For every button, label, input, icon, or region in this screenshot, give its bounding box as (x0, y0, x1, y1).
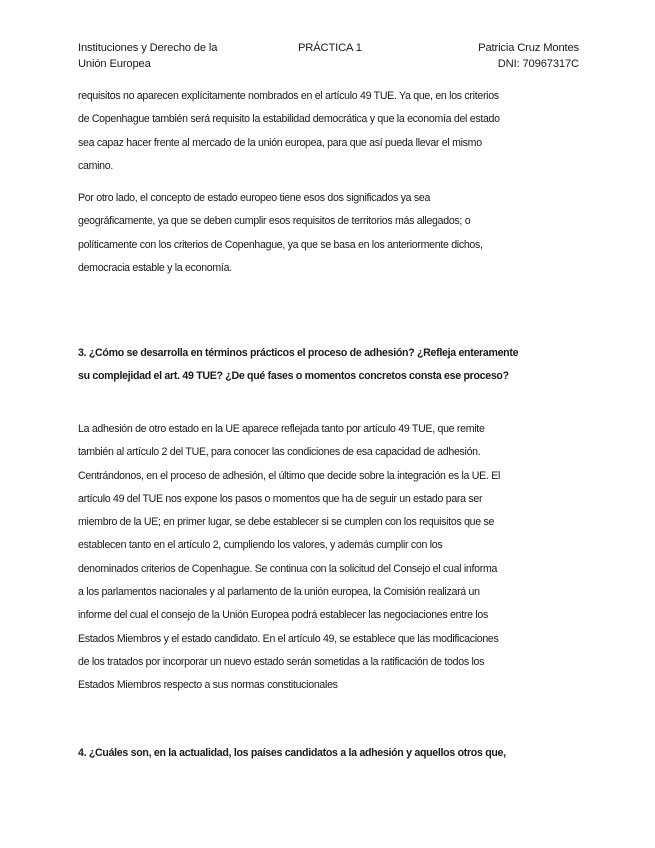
text-line: sea capaz hacer frente al mercado de la unión europea, para que así pueda llevar el mismo (78, 136, 482, 149)
question-4-heading (78, 742, 578, 765)
text-line: democracia estable y la economía. (78, 261, 232, 274)
text-line: 3. ¿Cómo se desarrolla en términos prácticos el proceso de adhesión? ¿Refleja enteramente (78, 347, 519, 359)
paragraph-accession-process (78, 418, 578, 698)
header-author-dni: DNI: 70967317C (497, 58, 579, 70)
text-line: requisitos no aparecen explícitamente nombrados en el artículo 49 TUE. Ya que, en los criterios (78, 90, 499, 102)
text-line: geográficamente, ya que se deben cumplir esos requisitos de territorios más allegados; o (78, 215, 471, 228)
text-line: políticamente con los criterios de Copenhague, ya que se basa en los anteriormente dichos, (78, 238, 483, 251)
text-line: establecen tanto en el artículo 2, cumpliendo los valores, y además cumplir con los (78, 539, 443, 552)
text-line: denominados criterios de Copenhague. Se continua con la solicitud del Consejo el cual informa (78, 562, 498, 575)
text-line: a los parlamentos nacionales y al parlamento de la unión europea, la Comisión realizará un (78, 586, 480, 599)
header-practice-label: PRÁCTICA 1 (298, 42, 362, 54)
text-line: La adhesión de otro estado en la UE aparece reflejada tanto por artículo 49 TUE, que remite (78, 423, 485, 435)
header-course-title (78, 40, 278, 72)
question-3-heading (78, 342, 578, 389)
paragraph-european-state (78, 187, 578, 280)
text-line: Centrándonos, en el proceso de adhesión, el último que decide sobre la integración es la UE. El (78, 469, 501, 482)
text-line: de Copenhague también será requisito la estabilidad democrática y que la economía del estado (78, 113, 500, 126)
header-course-line-2: Unión Europea (78, 58, 151, 70)
text-line: camino. (78, 159, 113, 172)
text-line: Estados Miembros y el estado candidato. En el artículo 49, se establece que las modificaciones (78, 632, 499, 645)
text-line: artículo 49 del TUE nos expone los pasos o momentos que ha de seguir un estado para ser (78, 492, 483, 505)
header-course-line-1: Instituciones y Derecho de la (78, 42, 218, 54)
text-line: Estados Miembros respecto a sus normas constitucionales (78, 679, 338, 692)
header-author-name: Patricia Cruz Montes (478, 42, 579, 54)
paragraph-criteria (78, 85, 578, 178)
text-line: Por otro lado, el concepto de estado europeo tiene esos dos significados ya sea (78, 192, 431, 204)
text-line: también al artículo 2 del TUE, para conocer las condiciones de esa capacidad de adhesión. (78, 446, 481, 459)
text-line: 4. ¿Cuáles son, en la actualidad, los países candidatos a la adhesión y aquellos otros que, (78, 747, 506, 759)
header-author-info (478, 40, 579, 72)
text-line: informe del cual el consejo de la Unión Europea podrá establecer las negociaciones entre los (78, 609, 488, 622)
text-line: su complejidad el art. 49 TUE? ¿De qué fases o momentos concretos consta ese proceso? (78, 370, 509, 383)
text-line: miembro de la UE; en primer lugar, se debe establecer si se cumplen con los requisitos que se (78, 516, 495, 529)
text-line: de los tratados por incorporar un nuevo estado serán sometidas a la ratificación de todos los (78, 655, 485, 668)
header-practice-title (298, 40, 362, 56)
